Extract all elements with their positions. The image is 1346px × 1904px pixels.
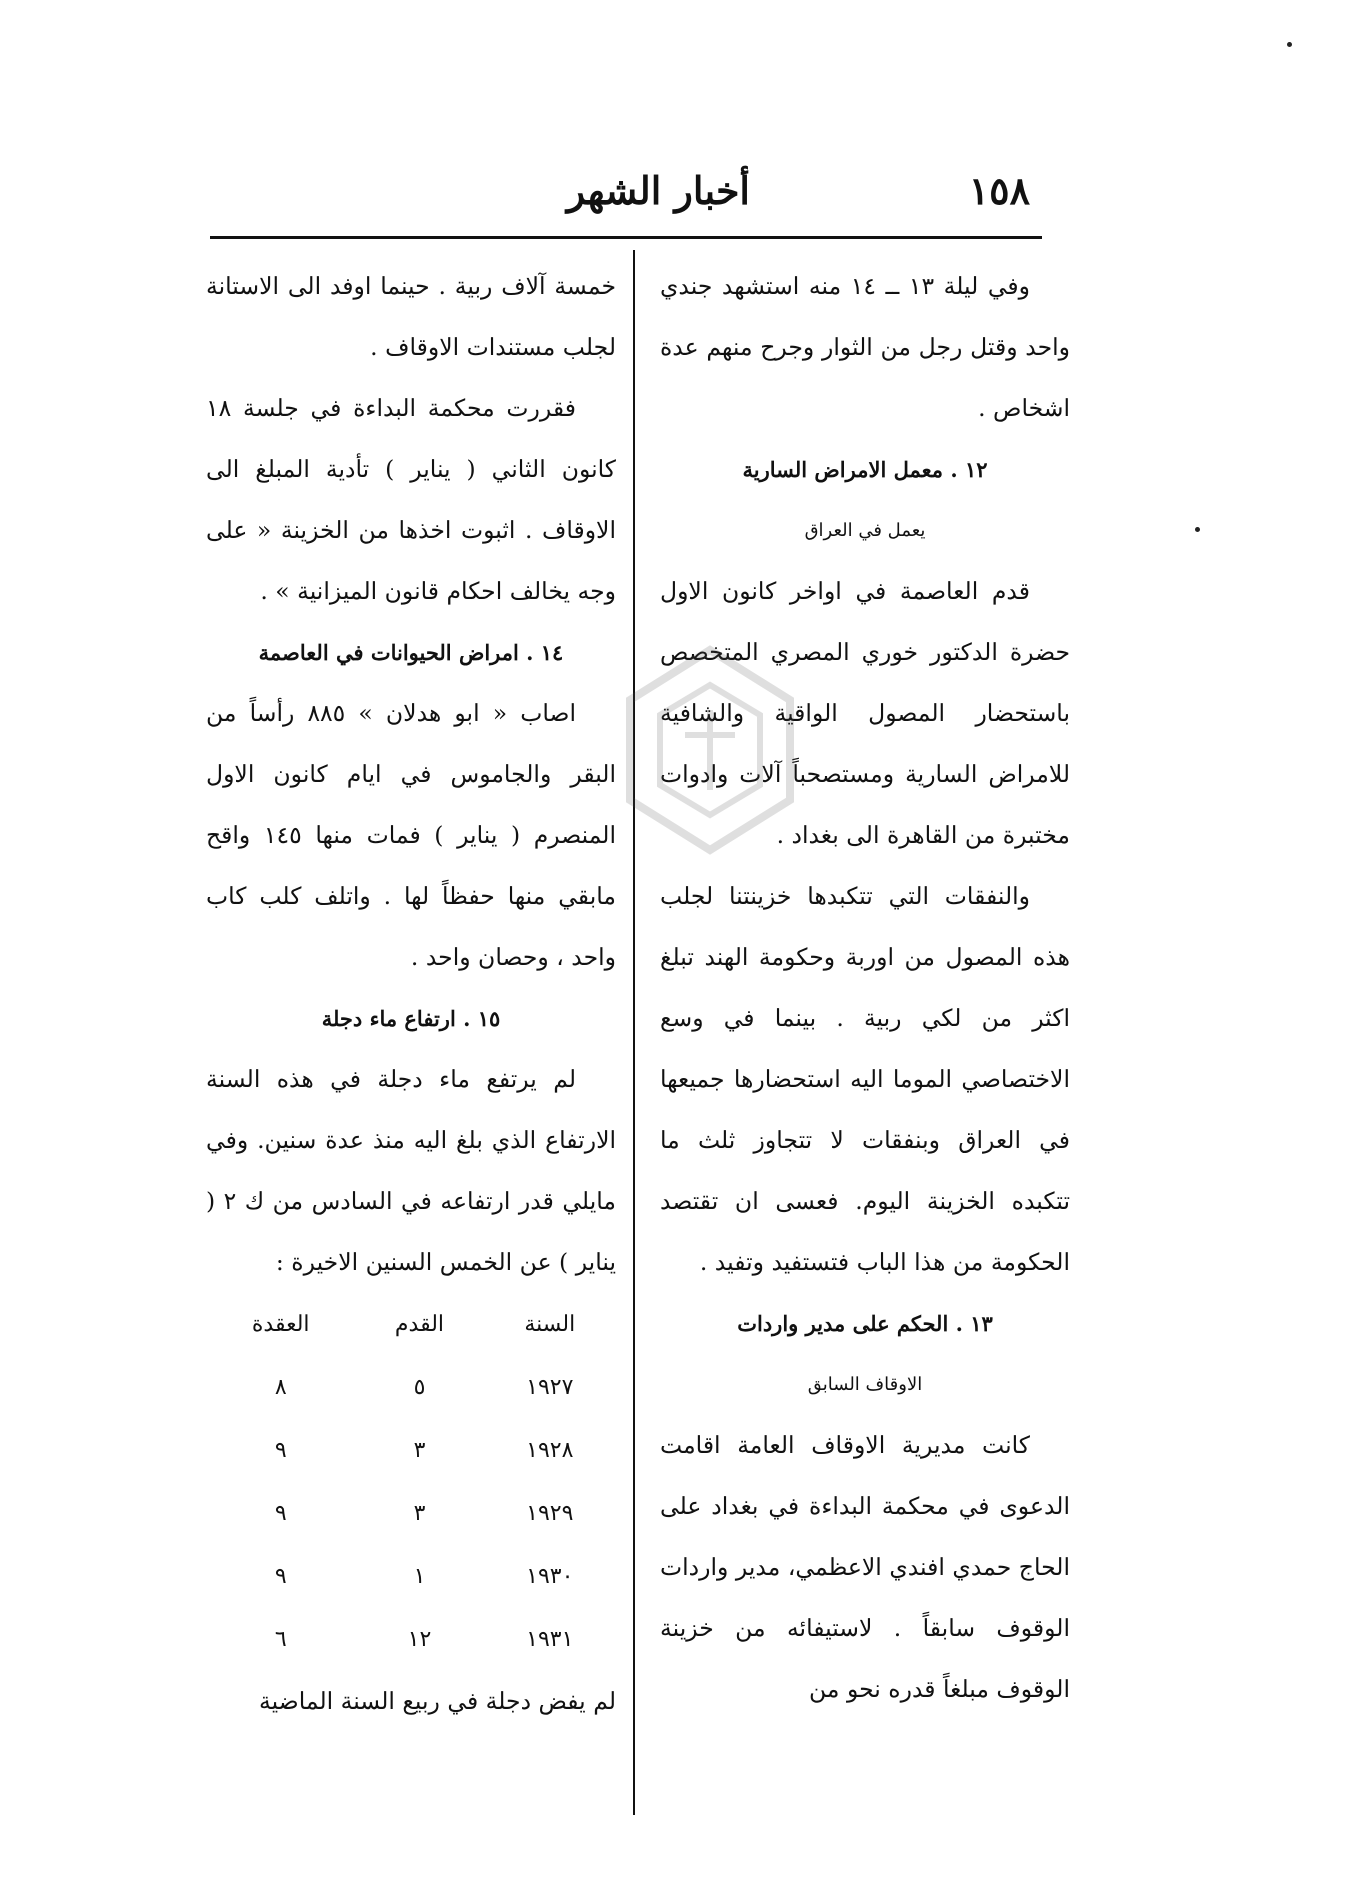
section-heading-12: ١٢ . معمل الامراض السارية	[742, 457, 988, 482]
watermark-emblem-icon	[600, 640, 820, 860]
table-header-feet: القدم	[394, 1312, 445, 1337]
left-column	[206, 256, 616, 1732]
paragraph: قدم العاصمة في اواخر كانون الاول حضرة الدكتور خوري المصري المتخصص باستحضار المصول الواقية والشافية للامراض السارية ومستصحباً آلات وادوات مختبرة من القاهرة الى بغداد .	[660, 577, 1070, 849]
table-row	[206, 1419, 616, 1482]
river-level-table	[206, 1293, 616, 1671]
table-cell: ٦	[274, 1627, 287, 1652]
paragraph: اصاب « ابو هدلان » ٨٨٥ رأساً من البقر والجاموس في ايام كانون الاول المنصرم ( يناير ) فمات منها ١٤٥ واقح مابقي منها حفظاً لها . واتلف كلب كاب واحد ، وحصان واحد .	[206, 699, 616, 971]
table-cell: ٩	[274, 1564, 287, 1589]
paragraph: لم يرتفع ماء دجلة في هذه السنة الارتفاع الذي بلغ اليه منذ عدة سنين. وفي مايلي قدر ارتفاعه في السادس من ك ٢ ( يناير ) عن الخمس السنين الاخيرة :	[206, 1065, 616, 1276]
table-cell: ٣	[413, 1438, 426, 1463]
table-header-row	[206, 1293, 616, 1356]
table-cell: ١٩٢٩	[526, 1501, 574, 1526]
table-cell: ١٩٢٨	[526, 1438, 574, 1463]
section-heading-14: ١٤ . امراض الحيوانات في العاصمة	[258, 640, 564, 665]
table-row	[206, 1545, 616, 1608]
table-header-year: السنة	[524, 1312, 576, 1337]
table-row	[206, 1482, 616, 1545]
paragraph: والنفقات التي تتكبدها خزينتنا لجلب هذه المصول من اوربة وحكومة الهند تبلغ اكثر من لكي ربية . بينما في وسع الاختصاصي الموما اليه استحضارها جميعها في العراق وبنفقات لا تتجاوز ثلث ما تتكبده الخزينة اليوم. فعسى ان تقتصد الحكومة من هذا الباب فتستفيد وتفيد .	[660, 882, 1070, 1276]
paragraph: فقررت محكمة البداءة في جلسة ١٨ كانون الثاني ( يناير ) تأدية المبلغ الى الاوقاف . اثبوت اخذها من الخزينة « على وجه يخالف احكام قانون الميزانية » .	[206, 394, 616, 605]
header-rule	[210, 236, 1042, 239]
section-heading-15: ١٥ . ارتفاع ماء دجلة	[321, 1006, 501, 1031]
table-cell: ٩	[274, 1438, 287, 1463]
column-divider	[633, 250, 635, 1815]
section-subheading-12: يعمل في العراق	[804, 520, 926, 541]
table-cell: ١٩٣٠	[526, 1564, 574, 1589]
page-header	[200, 168, 1030, 228]
scan-speck	[1287, 42, 1292, 47]
table-cell: ٣	[413, 1501, 426, 1526]
section-heading-13: ١٣ . الحكم على مدير واردات	[737, 1311, 993, 1336]
table-cell: ٥	[413, 1375, 426, 1400]
table-header-knot: العقدة	[251, 1312, 310, 1337]
table-row	[206, 1356, 616, 1419]
table-row	[206, 1608, 616, 1671]
paragraph: لم يفض دجلة في ربيع السنة الماضية	[259, 1687, 616, 1715]
paragraph: كانت مديرية الاوقاف العامة اقامت الدعوى في محكمة البداءة في بغداد على الحاج حمدي افندي الاعظمي، مدير واردات الوقوف سابقاً . لاستيفائه من خزينة الوقوف مبلغاً قدره نحو من	[660, 1431, 1070, 1703]
paragraph: خمسة آلاف ربية . حينما اوفد الى الاستانة لجلب مستندات الاوقاف .	[206, 272, 616, 361]
right-column	[660, 256, 1070, 1720]
paragraph: وفي ليلة ١٣ ــ ١٤ منه استشهد جندي واحد وقتل رجل من الثوار وجرح منهم عدة اشخاص .	[660, 272, 1070, 422]
running-title: أخبار الشهر	[566, 168, 750, 213]
page-number: ١٥٨	[968, 168, 1030, 213]
table-cell: ١٢	[407, 1627, 432, 1652]
scan-speck	[1195, 527, 1200, 532]
section-subheading-13: الاوقاف السابق	[807, 1374, 923, 1395]
table-cell: ١	[413, 1564, 426, 1589]
table-cell: ١٩٣١	[526, 1627, 574, 1652]
table-cell: ٩	[274, 1501, 287, 1526]
table-cell: ٨	[274, 1375, 287, 1400]
table-cell: ١٩٢٧	[526, 1375, 574, 1400]
